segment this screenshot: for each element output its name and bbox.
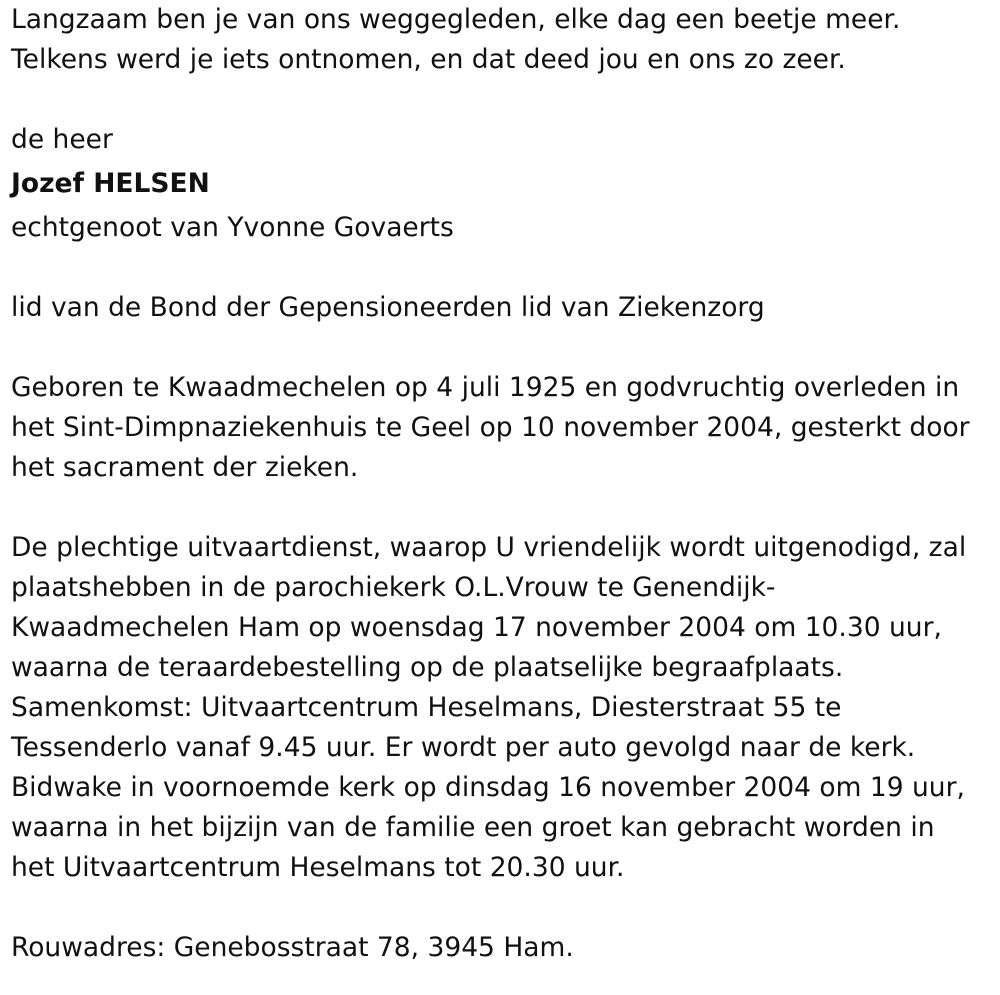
paragraph-line: Samenkomst: Uitvaartcentrum Heselmans, Diesterstraat 55 te: [11, 692, 842, 723]
obituary-notice: [11, 0, 991, 968]
paragraph-line: plaatshebben in de parochiekerk O.L.Vrouw te Genendijk-: [11, 572, 776, 603]
verse: [11, 0, 991, 80]
spacer: [11, 248, 991, 288]
spacer: [11, 488, 991, 528]
spacer: [11, 888, 991, 928]
spacer: [11, 80, 991, 120]
verse-line: Telkens werd je iets ontnomen, en dat deed jou en ons zo zeer.: [11, 44, 846, 75]
paragraph-line: Geboren te Kwaadmechelen op 4 juli 1925 en godvruchtig overleden in: [11, 372, 960, 403]
paragraph-line: waarna in het bijzijn van de familie een groet kan gebracht worden in: [11, 812, 935, 843]
deceased-name: Jozef HELSEN: [11, 168, 210, 199]
salutation: de heer: [11, 124, 113, 155]
paragraph-line: het Uitvaartcentrum Heselmans tot 20.30 uur.: [11, 852, 625, 883]
memberships-line: lid van de Bond der Gepensioneerden lid van Ziekenzorg: [11, 292, 765, 323]
mourning-address: Rouwadres: Genebosstraat 78, 3945 Ham.: [11, 932, 574, 963]
paragraph-line: waarna de teraardebestelling op de plaatselijke begraafplaats.: [11, 652, 844, 683]
birth-death-paragraph: [11, 368, 991, 488]
paragraph-line: Bidwake in voornoemde kerk op dinsdag 16 november 2004 om 19 uur,: [11, 772, 965, 803]
spacer: [11, 328, 991, 368]
paragraph-line: Tessenderlo vanaf 9.45 uur. Er wordt per auto gevolgd naar de kerk.: [11, 732, 916, 763]
verse-line: Langzaam ben je van ons weggegleden, elke dag een beetje meer.: [11, 4, 901, 35]
paragraph-line: De plechtige uitvaartdienst, waarop U vriendelijk wordt uitgenodigd, zal: [11, 532, 967, 563]
spouse-line: echtgenoot van Yvonne Govaerts: [11, 212, 454, 243]
funeral-paragraph: [11, 528, 991, 888]
paragraph-line: het sacrament der zieken.: [11, 452, 359, 483]
paragraph-line: Kwaadmechelen Ham op woensdag 17 november 2004 om 10.30 uur,: [11, 612, 942, 643]
paragraph-line: het Sint-Dimpnaziekenhuis te Geel op 10 november 2004, gesterkt door: [11, 412, 970, 443]
